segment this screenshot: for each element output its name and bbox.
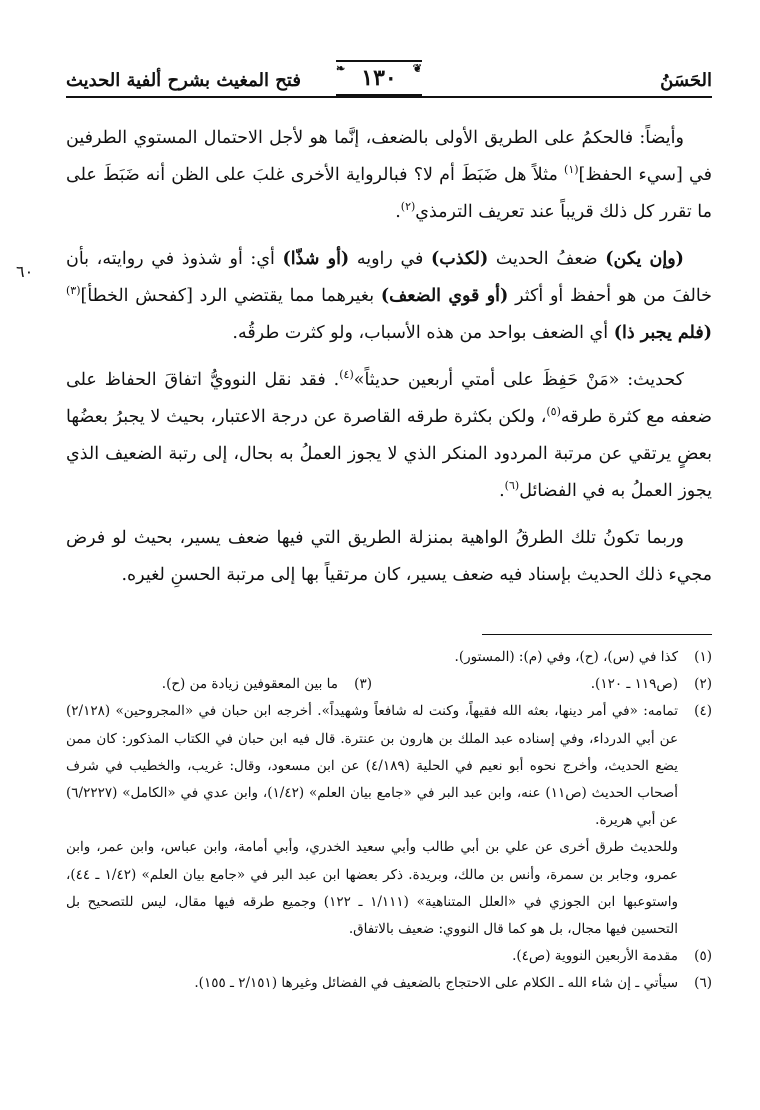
page-number: ١٣٠ — [361, 65, 397, 91]
ornament-icon: ❧ — [336, 62, 346, 75]
footnote-ref-1: (١) — [564, 163, 579, 177]
text-run: ، ولكن بكثرة طرقه القاصرة عن درجة الاعتبار، بحيث لا يجبرُ بعضُها بعضٍ يرتقي عن مرتبة المردود المنكر الذي لا يجوز العملُ به بحال، إلى رتبة الضعيف الذي يجوز العملُ به في الفضائل — [66, 407, 712, 501]
text-run: . — [499, 481, 505, 501]
text-run: . فقد نقل النوويُّ اتفاقَ الحفاظ على ضعفه مع كثرة طرقه — [66, 370, 712, 427]
footnote-6 — [66, 970, 712, 997]
matn-term: (لكذب) — [431, 249, 489, 269]
ornament-icon: ❦ — [412, 62, 422, 75]
main-text — [66, 120, 712, 604]
footnote-number: (٥) — [694, 948, 712, 965]
header-rule — [66, 96, 712, 98]
footnote-number: (٣) — [354, 676, 372, 693]
footnote-5 — [66, 943, 712, 970]
footnote-2-3-row — [66, 671, 712, 698]
page-number-box — [336, 60, 422, 96]
footnote-1 — [66, 644, 712, 671]
footnote-number: (٤) — [694, 703, 712, 720]
paragraph-2 — [66, 241, 712, 352]
footnote-ref-5: (٥) — [546, 405, 561, 419]
text-run: بغيرهما مما يقتضي الرد [كفحش الخطأ] — [80, 286, 381, 306]
footnote-number: (٢) — [694, 676, 712, 693]
text-run: كحديث: «مَنْ حَفِظَ على أمتي أربعين حديثاً» — [353, 370, 684, 390]
footnote-ref-3: (٣) — [66, 284, 81, 298]
footnote-separator — [482, 634, 712, 635]
text-run: وأيضاً: فالحكمُ على الطريق الأولى بالضعف، إنَّما هو لأجل الاحتمال المستوي الطرفين في [سيء الحفظ] — [66, 128, 712, 185]
footnote-ref-6: (٦) — [504, 479, 520, 493]
footnote-number: (٦) — [694, 975, 712, 992]
paragraph-3 — [66, 362, 712, 510]
footnote-text: مقدمة الأربعين النووية (ص٤). — [512, 948, 678, 965]
text-run: في راويه — [349, 249, 432, 269]
paragraph-4: وربما تكونُ تلك الطرقُ الواهية بمنزلة الطريق التي فيها ضعف يسير، بحيث لو فرض مجيء ذلك الحديث بإسناد فيه ضعف يسير، كان مرتقياً بها إلى مرتبة الحسنِ لغيره. — [66, 528, 712, 585]
footnote-4 — [66, 698, 712, 834]
header-section-title: الحَسَنُ — [660, 70, 712, 91]
running-header — [66, 58, 712, 100]
footnote-text: تمامه: «في أمر دينها، بعثه الله فقيهاً، وكنت له شافعاً وشهيداً». أخرجه ابن حبان في «المجروحين» (٢/١٢٨) عن أبي الدرداء، وفي إسناده عبد الملك بن هارون بن عنترة. قال فيه ابن حبان في الكتاب المذكور: كان ممن يضع الحديث، وأخرج نحوه أبو نعيم في الحلية (٤/١٨٩) عن ابن مسعود، وقال: غريب، والخطيب في شرف أصحاب الحديث (ص١١) عنه، وابن عبد البر في «جامع بيان العلم» (١/٤٢)، وابن عدي في «الكامل» (٦/٢٢٢٧) عن أبي هريرة. — [66, 703, 678, 829]
margin-line-number: ٦٠ — [16, 262, 34, 281]
footnote-4-continued — [66, 834, 712, 943]
header-book-title: فتح المغيث بشرح ألفية الحديث — [66, 70, 301, 91]
footnote-text: وللحديث طرق أخرى عن علي بن أبي طالب وأبي سعيد الخدري، وأبي أمامة، وابن عباس، وابن عمر، وابن عمرو، وجابر بن سمرة، وأنس بن مالك، وبريدة. ذكر بعضها ابن عبد البر في «جامع بيان العلم» (١/٤٢ ـ ٤٤)، واستوعبها ابن الجوزي في «العلل المتناهية» (١/١١١ ـ ١٢٢) وجميع طرقه فيها مقال، ليس للتصحيح بل التحسين فيها مجال، بل هو كما قال النووي: ضعيف بالاتفاق. — [66, 839, 679, 938]
matn-term: (أو قوي الضعف) — [380, 286, 509, 306]
footnote-ref-2: (٢) — [400, 200, 416, 214]
text-run: أي الضعف بواحد من هذه الأسباب، ولو كثرت طرقُه. — [232, 323, 614, 343]
text-run: ضعفُ الحديث — [488, 249, 606, 269]
paragraph-1 — [66, 120, 712, 231]
footnote-text: كذا في (س)، (ح)، وفي (م): (المستور). — [454, 649, 678, 665]
matn-term: (فلم يجبر ذا) — [613, 323, 712, 343]
footnote-text: سيأتي ـ إن شاء الله ـ الكلام على الاحتجاج بالضعيف في الفضائل وغيرها (٢/١٥١ ـ ١٥٥). — [194, 975, 678, 992]
matn-term: (وإن يكن) — [605, 249, 684, 269]
text-run: أي: أو شذوذ في روايته، بأن خالفَ من هو أحفظ أو أكثر — [66, 249, 712, 306]
footnote-ref-4: (٤) — [339, 368, 354, 382]
matn-term: (أو شذّا) — [282, 249, 350, 269]
footnotes — [66, 644, 712, 998]
footnote-number: (١) — [694, 649, 712, 665]
footnote-text: ما بين المعقوفين زيادة من (ح). — [161, 676, 338, 693]
footnote-text: (ص١١٩ ـ ١٢٠). — [590, 676, 678, 693]
text-run: مثلاً هل ضَبَطَ أم لا؟ فبالرواية الأخرى غلبَ على الظن أنه ضَبَطَ على ما تقرر كل ذلك قريباً عند تعريف الترمذي — [66, 165, 712, 222]
text-run: . — [395, 202, 401, 222]
